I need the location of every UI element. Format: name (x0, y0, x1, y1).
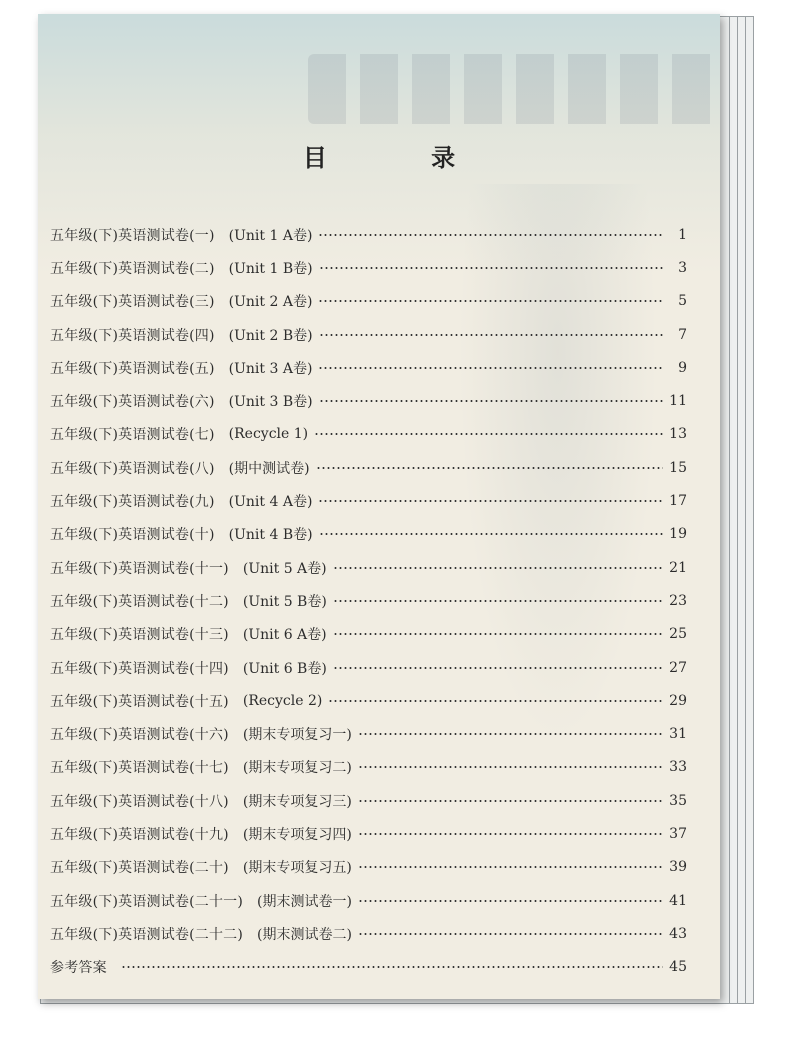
toc-page-number: 45 (669, 959, 687, 976)
dot-leader (319, 267, 663, 269)
toc-entry-subtitle: (期中测试卷) (228, 460, 310, 477)
toc-page-number: 35 (669, 792, 687, 809)
toc-entry-title: 五年级(下)英语测试卷(二) (50, 260, 215, 277)
toc-entry-subtitle: (期末专项复习二) (242, 760, 352, 777)
toc-entry-subtitle: (Unit 1 A卷) (228, 227, 313, 244)
toc-entry-subtitle: (期末测试卷二) (257, 926, 352, 943)
dot-leader (333, 567, 663, 569)
toc-page-number: 25 (669, 626, 687, 643)
toc-entry-title: 五年级(下)英语测试卷(二十二) (50, 926, 244, 943)
toc-entry-title: 五年级(下)英语测试卷(一) (50, 227, 215, 244)
toc-entry-subtitle: (期末专项复习四) (242, 826, 352, 843)
dot-leader (333, 600, 663, 602)
toc-row[interactable] (50, 917, 687, 950)
toc-entry-title: 五年级(下)英语测试卷(三) (50, 294, 215, 311)
toc-page-number: 33 (669, 759, 687, 776)
dot-leader (318, 300, 663, 302)
toc-page-number: 1 (678, 226, 687, 243)
toc-entry-title: 五年级(下)英语测试卷(五) (50, 360, 215, 377)
show-through-cover-print (308, 54, 720, 124)
toc-row[interactable] (50, 884, 687, 917)
toc-page-number: 23 (669, 592, 687, 609)
toc-page-number: 19 (669, 526, 687, 543)
toc-entry-subtitle: (Unit 2 A卷) (228, 294, 313, 311)
toc-page-number: 37 (669, 825, 687, 842)
toc-row[interactable] (50, 518, 687, 551)
toc-entry-subtitle: (Unit 6 A卷) (242, 627, 327, 644)
toc-row[interactable] (50, 618, 687, 651)
dot-leader (358, 733, 663, 735)
book-page (38, 14, 720, 999)
toc-entry-title: 五年级(下)英语测试卷(六) (50, 394, 215, 411)
toc-page-number: 5 (678, 293, 687, 310)
toc-entry-title: 五年级(下)英语测试卷(十三) (50, 627, 229, 644)
dot-leader (318, 367, 663, 369)
toc-page-number: 9 (678, 359, 687, 376)
toc-entry-title: 五年级(下)英语测试卷(十五) (50, 693, 229, 710)
dot-leader (318, 500, 663, 502)
toc-entry-title: 五年级(下)英语测试卷(十二) (50, 593, 229, 610)
toc-page-number: 39 (669, 859, 687, 876)
toc-entry-subtitle: (Unit 5 B卷) (242, 593, 327, 610)
toc-row[interactable] (50, 851, 687, 884)
toc-entry-title: 五年级(下)英语测试卷(十四) (50, 660, 229, 677)
toc-entry-subtitle: (Unit 6 B卷) (242, 660, 327, 677)
toc-entry-title: 五年级(下)英语测试卷(八) (50, 460, 215, 477)
toc-page-number: 27 (669, 659, 687, 676)
toc-entry-subtitle: (Recycle 1) (228, 426, 309, 443)
toc-row[interactable] (50, 285, 687, 318)
toc-page-number: 29 (669, 692, 687, 709)
toc-row[interactable] (50, 218, 687, 251)
toc-entry-title: 五年级(下)英语测试卷(十九) (50, 826, 229, 843)
toc-entry-title: 参考答案 (50, 960, 107, 977)
toc-page-number: 31 (669, 726, 687, 743)
dot-leader (358, 766, 663, 768)
toc-entry-subtitle: (Recycle 2) (242, 692, 323, 709)
toc-row[interactable] (50, 451, 687, 484)
dot-leader (358, 800, 663, 802)
toc-entry-title: 五年级(下)英语测试卷(十七) (50, 760, 229, 777)
toc-page-number: 43 (669, 925, 687, 942)
page-title: 目 录 (302, 144, 504, 172)
dot-leader (328, 700, 663, 702)
dot-leader (358, 900, 663, 902)
toc-entry-subtitle: (Unit 3 A卷) (228, 360, 313, 377)
toc-entry-title: 五年级(下)英语测试卷(二十) (50, 860, 229, 877)
toc-row[interactable] (50, 784, 687, 817)
dot-leader (319, 334, 663, 336)
toc-row[interactable] (50, 817, 687, 850)
toc-entry-title: 五年级(下)英语测试卷(二十一) (50, 893, 244, 910)
toc-page-number: 7 (678, 326, 687, 343)
toc-entry-title: 五年级(下)英语测试卷(七) (50, 427, 215, 444)
dot-leader (333, 633, 663, 635)
toc-page-number: 13 (669, 426, 687, 443)
toc-entry-title: 五年级(下)英语测试卷(九) (50, 494, 215, 511)
toc-row[interactable] (50, 351, 687, 384)
toc-entry-subtitle: (期末专项复习三) (242, 793, 352, 810)
toc-entry-title: 五年级(下)英语测试卷(十六) (50, 727, 229, 744)
toc-entry-title: 五年级(下)英语测试卷(十) (50, 527, 215, 544)
toc-page-number: 3 (678, 259, 687, 276)
toc-row[interactable] (50, 684, 687, 717)
toc-row[interactable] (50, 751, 687, 784)
toc-row[interactable] (50, 651, 687, 684)
toc-entry-subtitle: (Unit 5 A卷) (242, 560, 327, 577)
dot-leader (121, 966, 663, 968)
toc-row[interactable] (50, 318, 687, 351)
dot-leader (358, 833, 663, 835)
dot-leader (358, 933, 663, 935)
toc-entry-subtitle: (Unit 3 B卷) (228, 394, 313, 411)
toc-row[interactable] (50, 551, 687, 584)
toc-entry-title: 五年级(下)英语测试卷(十八) (50, 793, 229, 810)
toc-page-number: 41 (669, 892, 687, 909)
dot-leader (333, 667, 663, 669)
toc-page-number: 11 (669, 393, 687, 410)
toc-row[interactable] (50, 384, 687, 417)
dot-leader (314, 433, 663, 435)
toc-entry-subtitle: (Unit 4 B卷) (228, 527, 313, 544)
toc-entry-title: 五年级(下)英语测试卷(四) (50, 327, 215, 344)
toc-entry-title: 五年级(下)英语测试卷(十一) (50, 560, 229, 577)
toc-entry-subtitle: (Unit 4 A卷) (228, 494, 313, 511)
toc-entry-subtitle: (期末专项复习一) (242, 727, 352, 744)
toc-entry-subtitle: (Unit 2 B卷) (228, 327, 313, 344)
toc-page-number: 15 (669, 459, 687, 476)
dot-leader (358, 866, 663, 868)
toc-page-number: 17 (669, 493, 687, 510)
toc-row[interactable] (50, 484, 687, 517)
toc-row[interactable] (50, 251, 687, 284)
dot-leader (319, 533, 663, 535)
toc-entry-subtitle: (期末专项复习五) (242, 860, 352, 877)
dot-leader (316, 467, 663, 469)
toc-row[interactable] (50, 584, 687, 617)
toc-entry-subtitle: (期末测试卷一) (257, 893, 352, 910)
toc-page-number: 21 (669, 559, 687, 576)
dot-leader (319, 400, 663, 402)
table-of-contents (50, 218, 687, 984)
toc-row[interactable] (50, 717, 687, 750)
dot-leader (318, 234, 663, 236)
toc-row[interactable] (50, 418, 687, 451)
toc-entry-subtitle: (Unit 1 B卷) (228, 260, 313, 277)
toc-row-answers[interactable] (50, 951, 687, 984)
